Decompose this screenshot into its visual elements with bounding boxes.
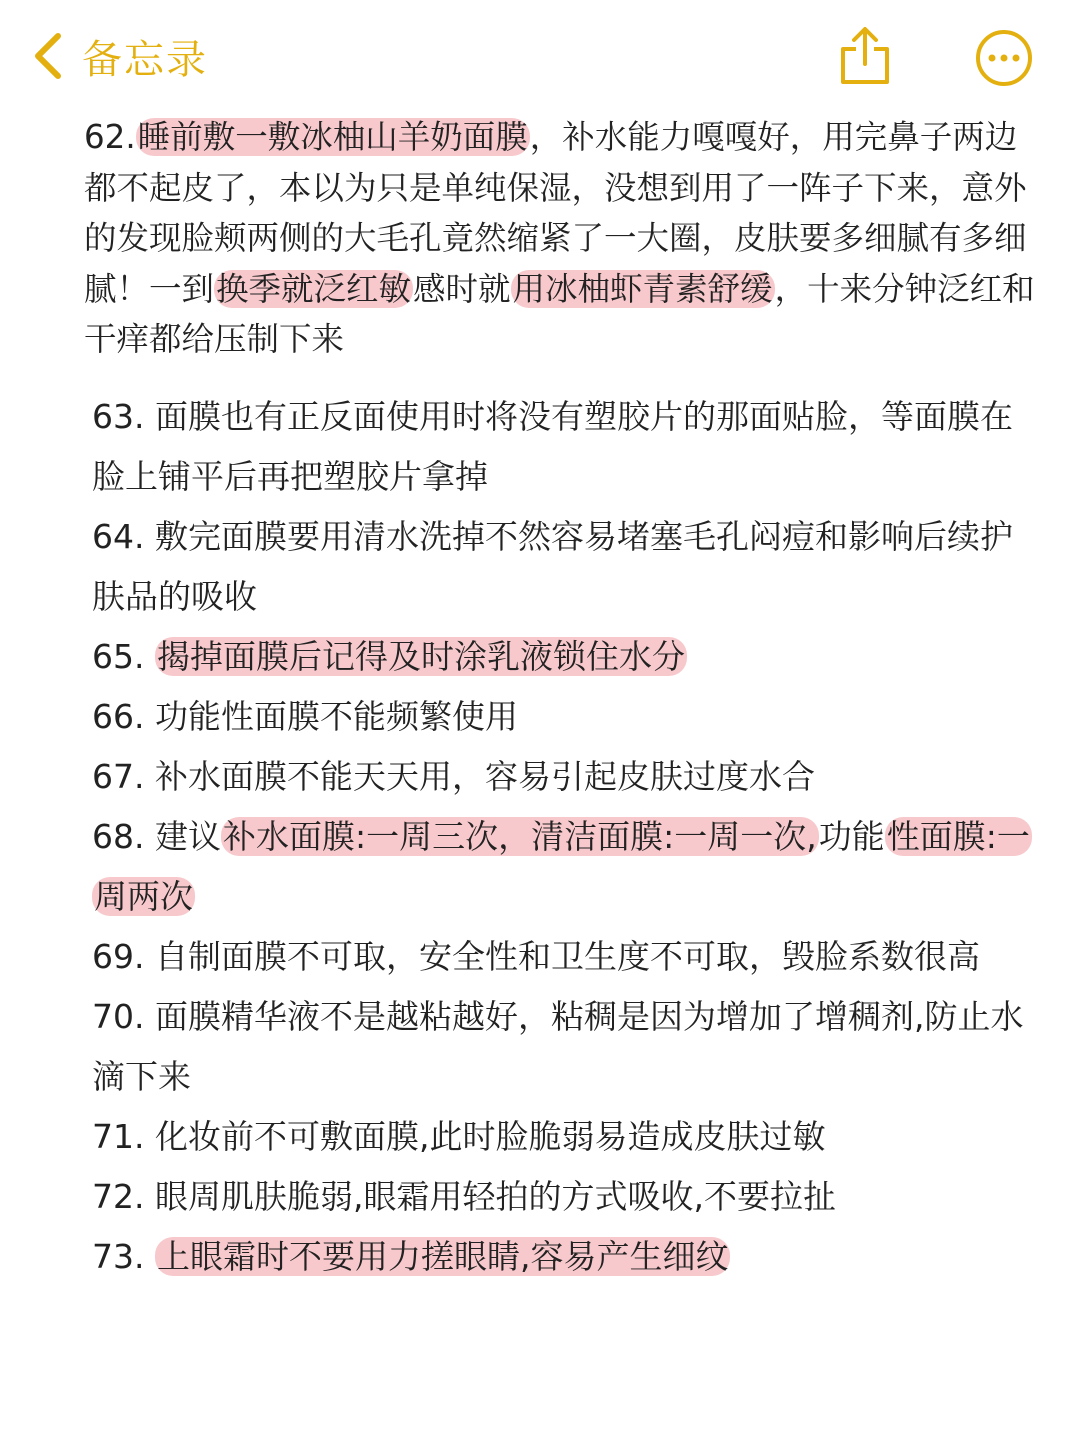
item-text: 敷完面膜要用清水洗掉不然容易堵塞毛孔闷痘和影响后续护肤品的吸收 xyxy=(92,516,1013,616)
item-number: 63. xyxy=(92,396,155,436)
item-text: 自制面膜不可取，安全性和卫生度不可取，毁脸系数很高 xyxy=(154,936,980,976)
item-text: 眼周肌肤脆弱,眼霜用轻拍的方式吸收,不要拉扯 xyxy=(154,1176,836,1216)
highlighted-text: 上眼霜时不要用力搓眼睛,容易产生细纹 xyxy=(156,1236,729,1276)
item-text: 感时就 xyxy=(413,269,511,308)
highlighted-text: 换季就泛红敏 xyxy=(216,269,412,308)
item-number: 67. xyxy=(92,756,155,796)
item-text: 化妆前不可敷面膜,此时脸脆弱易造成皮肤过敏 xyxy=(154,1116,826,1156)
note-item-68 xyxy=(84,807,1044,927)
more-options-button[interactable] xyxy=(974,28,1034,88)
note-item-65 xyxy=(84,627,1044,687)
item-text: ，十来分钟泛红和干痒都给压制下来 xyxy=(84,269,1035,358)
back-button[interactable] xyxy=(28,24,208,88)
item-number: 69. xyxy=(92,936,155,976)
item-text: 面膜精华液不是越粘越好，粘稠是因为增加了增稠剂,防止水滴下来 xyxy=(92,996,1024,1096)
note-item-71 xyxy=(84,1107,1044,1167)
note-item-69 xyxy=(84,927,1044,987)
note-item-70 xyxy=(84,987,1044,1107)
navigation-bar xyxy=(0,0,1080,110)
note-item-73 xyxy=(84,1227,1044,1287)
item-text: 功能性面膜不能频繁使用 xyxy=(154,696,518,736)
note-body[interactable] xyxy=(84,112,1044,1287)
item-text: ，补水能力嘎嘎好，用完鼻子两边都不起皮了，本以为只是单纯保湿，没想到用了一阵子下来，意外的发现脸颊两侧的大毛孔竟然缩紧了一大圈，皮肤要多细腻有多细腻！一到 xyxy=(84,118,1027,308)
item-text: 功能 xyxy=(818,816,885,856)
share-button[interactable] xyxy=(836,24,894,88)
note-item-62 xyxy=(84,112,1044,365)
note-item-63 xyxy=(84,387,1044,507)
item-text: 补水面膜不能天天用，容易引起皮肤过度水合 xyxy=(154,756,815,796)
more-options-icon xyxy=(974,28,1034,88)
item-number: 62. xyxy=(84,118,136,156)
item-number: 70. xyxy=(92,996,155,1036)
note-item-66 xyxy=(84,687,1044,747)
chevron-left-icon xyxy=(28,24,72,88)
share-icon xyxy=(836,24,894,88)
highlighted-text: 睡前敷一敷冰柚山羊奶面膜 xyxy=(137,118,528,156)
item-number: 64. xyxy=(92,516,155,556)
back-label: 备忘录 xyxy=(82,36,208,83)
item-text: 面膜也有正反面使用时将没有塑胶片的那面贴脸，等面膜在脸上铺平后再把塑胶片拿掉 xyxy=(92,396,1013,496)
item-text: 建议 xyxy=(154,816,221,856)
item-number: 68. xyxy=(92,816,155,856)
highlighted-text: 用冰柚虾青素舒缓 xyxy=(512,269,773,308)
item-number: 66. xyxy=(92,696,155,736)
item-number: 72. xyxy=(92,1176,155,1216)
highlighted-text: 性面膜:一周两次 xyxy=(94,816,1030,916)
highlighted-text: 揭掉面膜后记得及时涂乳液锁住水分 xyxy=(156,636,685,676)
note-item-72 xyxy=(84,1167,1044,1227)
note-item-64 xyxy=(84,507,1044,627)
item-number: 71. xyxy=(92,1116,155,1156)
highlighted-text: 补水面膜:一周三次，清洁面膜:一周一次, xyxy=(222,816,817,856)
item-number: 65. xyxy=(92,636,155,676)
note-item-67 xyxy=(84,747,1044,807)
item-number: 73. xyxy=(92,1236,155,1276)
